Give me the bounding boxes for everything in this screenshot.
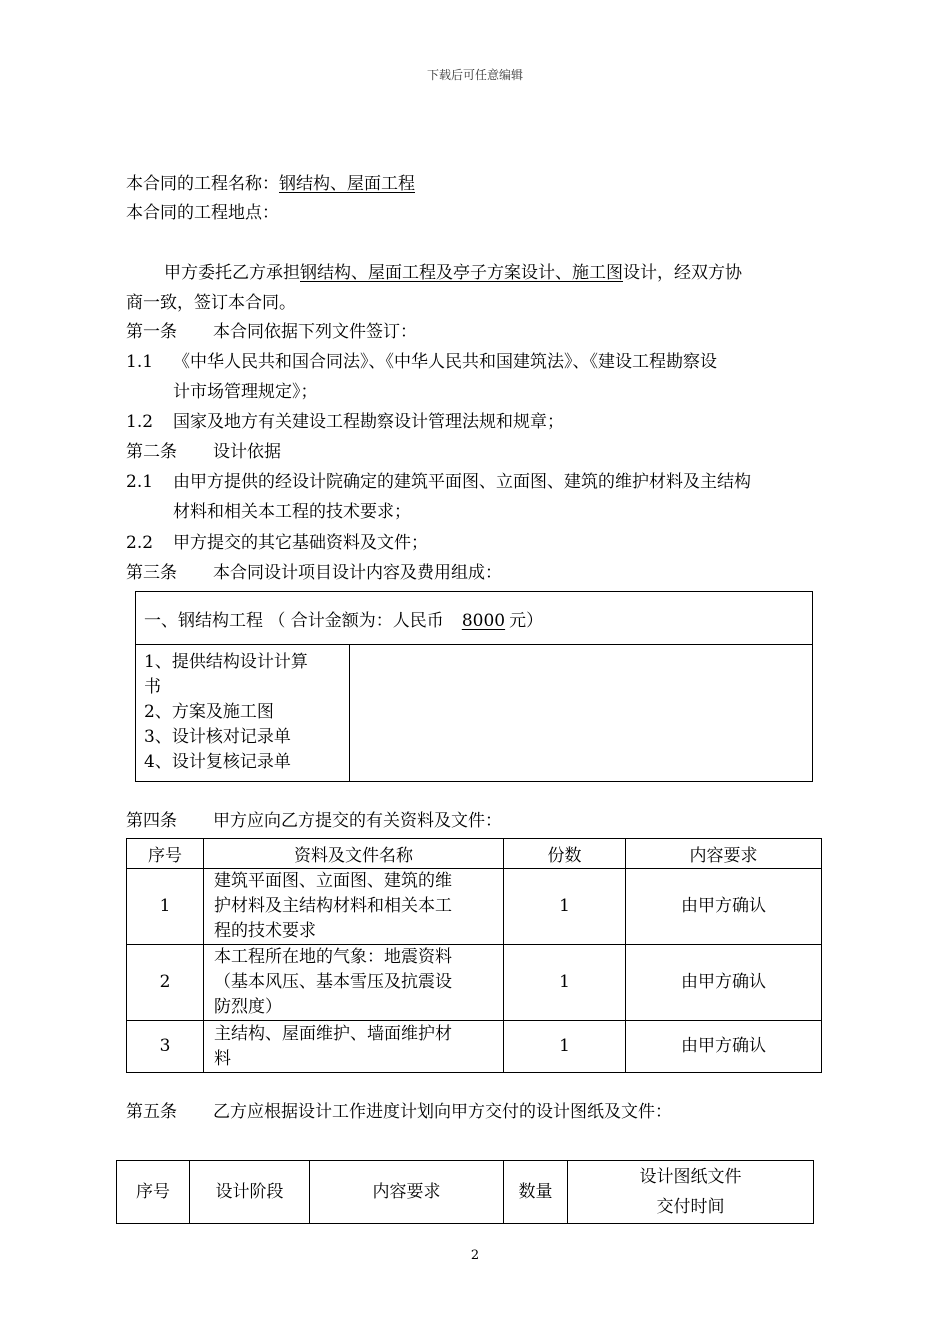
header-line: 交付时间 bbox=[656, 1197, 725, 1217]
project-name-line bbox=[126, 172, 415, 196]
fee-title-prefix: 一、钢结构工程 （ 合计金额为：人民币 bbox=[144, 610, 444, 631]
fee-item: 1、提供结构设计计算 bbox=[144, 652, 308, 672]
copies: 1 bbox=[504, 945, 626, 1021]
table-row bbox=[127, 945, 822, 1021]
document-name bbox=[204, 1021, 504, 1073]
article-4-label: 第四条 bbox=[126, 811, 177, 831]
intro-suffix: 设计，经双方协 bbox=[623, 263, 742, 283]
intro-line-1 bbox=[164, 261, 742, 285]
copies: 1 bbox=[504, 1021, 626, 1073]
article-1-item-2 bbox=[126, 410, 564, 434]
row-number: 3 bbox=[127, 1021, 204, 1073]
requirement: 由甲方确认 bbox=[626, 945, 822, 1021]
document-name-line: 护材料及主结构材料和相关本工 bbox=[214, 896, 452, 916]
column-header: 内容要求 bbox=[310, 1161, 504, 1224]
column-header-delivery-time bbox=[568, 1161, 814, 1224]
project-name-value: 钢结构、屋面工程 bbox=[279, 174, 415, 194]
fee-item: 书 bbox=[144, 677, 161, 697]
document-name-line: （基本风压、基本雪压及抗震设 bbox=[214, 972, 452, 992]
intro-prefix: 甲方委托乙方承担 bbox=[164, 263, 300, 283]
item-text: 甲方提交的其它基础资料及文件； bbox=[173, 533, 428, 553]
column-header: 资料及文件名称 bbox=[204, 839, 504, 869]
requirement: 由甲方确认 bbox=[626, 869, 822, 945]
article-2-item-1 bbox=[126, 470, 751, 494]
project-name-label: 本合同的工程名称： bbox=[126, 174, 279, 194]
item-number: 2.1 bbox=[126, 472, 154, 492]
article-1-title: 本合同依据下列文件签订： bbox=[213, 322, 417, 342]
document-name-line: 程的技术要求 bbox=[214, 921, 316, 941]
article-1-item-1 bbox=[126, 350, 717, 374]
article-1-label: 第一条 bbox=[126, 322, 177, 342]
document-name-line: 防烈度） bbox=[214, 997, 282, 1017]
article-2-item-2 bbox=[126, 531, 428, 555]
document-name bbox=[204, 945, 504, 1021]
project-site-label: 本合同的工程地点： bbox=[126, 203, 279, 223]
item-text: 由甲方提供的经设计院确定的建筑平面图、立面图、建筑的维护材料及主结构 bbox=[173, 472, 751, 492]
fee-item: 3、设计核对记录单 bbox=[144, 727, 291, 747]
document-name bbox=[204, 869, 504, 945]
fee-amount: 8000 bbox=[461, 610, 506, 631]
article-5-label: 第五条 bbox=[126, 1102, 177, 1122]
article-3-label: 第三条 bbox=[126, 563, 177, 583]
fee-table-title bbox=[136, 592, 813, 645]
article-2-item-1-cont: 材料和相关本工程的技术要求； bbox=[173, 502, 411, 522]
table-header-row bbox=[117, 1161, 814, 1224]
column-header: 设计阶段 bbox=[190, 1161, 310, 1224]
item-number: 1.2 bbox=[126, 412, 154, 432]
item-text: 国家及地方有关建设工程勘察设计管理法规和规章； bbox=[173, 412, 564, 432]
fee-empty-cell bbox=[350, 645, 813, 782]
article-1-heading bbox=[126, 320, 417, 344]
table-header-row bbox=[127, 839, 822, 869]
document-name-line: 料 bbox=[214, 1048, 231, 1069]
item-number: 2.2 bbox=[126, 533, 154, 553]
article-4-title: 甲方应向乙方提交的有关资料及文件： bbox=[213, 811, 502, 831]
page-header-note: 下载后可任意编辑 bbox=[426, 68, 523, 82]
article-3-title: 本合同设计项目设计内容及费用组成： bbox=[213, 563, 502, 583]
table-row bbox=[127, 1021, 822, 1073]
article-2-title: 设计依据 bbox=[213, 442, 281, 462]
row-number: 1 bbox=[127, 869, 204, 945]
column-header: 序号 bbox=[117, 1161, 190, 1224]
article-1-item-1-cont: 计市场管理规定》； bbox=[173, 382, 318, 402]
table-row bbox=[127, 869, 822, 945]
header-line: 设计图纸文件 bbox=[639, 1167, 742, 1187]
fee-title-suffix: 元） bbox=[509, 610, 544, 631]
article-5-heading bbox=[126, 1100, 672, 1124]
column-header: 内容要求 bbox=[626, 839, 822, 869]
document-name-line: 建筑平面图、立面图、建筑的维 bbox=[214, 871, 452, 891]
column-header: 序号 bbox=[127, 839, 204, 869]
fee-item: 4、设计复核记录单 bbox=[144, 752, 291, 772]
fee-items-cell bbox=[136, 645, 350, 782]
article-4-heading bbox=[126, 809, 502, 833]
article-3-heading bbox=[126, 561, 502, 585]
article-2-heading bbox=[126, 440, 281, 464]
document-name-line: 主结构、屋面维护、墙面维护材 bbox=[214, 1023, 452, 1044]
copies: 1 bbox=[504, 869, 626, 945]
fee-item: 2、方案及施工图 bbox=[144, 702, 274, 722]
page-number: 2 bbox=[470, 1248, 480, 1263]
article-5-title: 乙方应根据设计工作进度计划向甲方交付的设计图纸及文件： bbox=[213, 1102, 672, 1122]
document-name-line: 本工程所在地的气象：地震资料 bbox=[214, 947, 452, 967]
deliverables-table bbox=[116, 1160, 814, 1224]
intro-underlined-scope: 钢结构、屋面工程及亭子方案设计、施工图 bbox=[300, 263, 623, 283]
documents-table bbox=[126, 838, 822, 1073]
item-text: 《中华人民共和国合同法》、《中华人民共和国建筑法》、《建设工程勘察设 bbox=[173, 352, 717, 372]
column-header: 数量 bbox=[504, 1161, 568, 1224]
requirement: 由甲方确认 bbox=[626, 1021, 822, 1073]
item-number: 1.1 bbox=[126, 352, 154, 372]
column-header: 份数 bbox=[504, 839, 626, 869]
design-fee-table bbox=[135, 591, 813, 782]
row-number: 2 bbox=[127, 945, 204, 1021]
intro-line-2: 商一致，签订本合同。 bbox=[126, 293, 296, 313]
article-2-label: 第二条 bbox=[126, 442, 177, 462]
